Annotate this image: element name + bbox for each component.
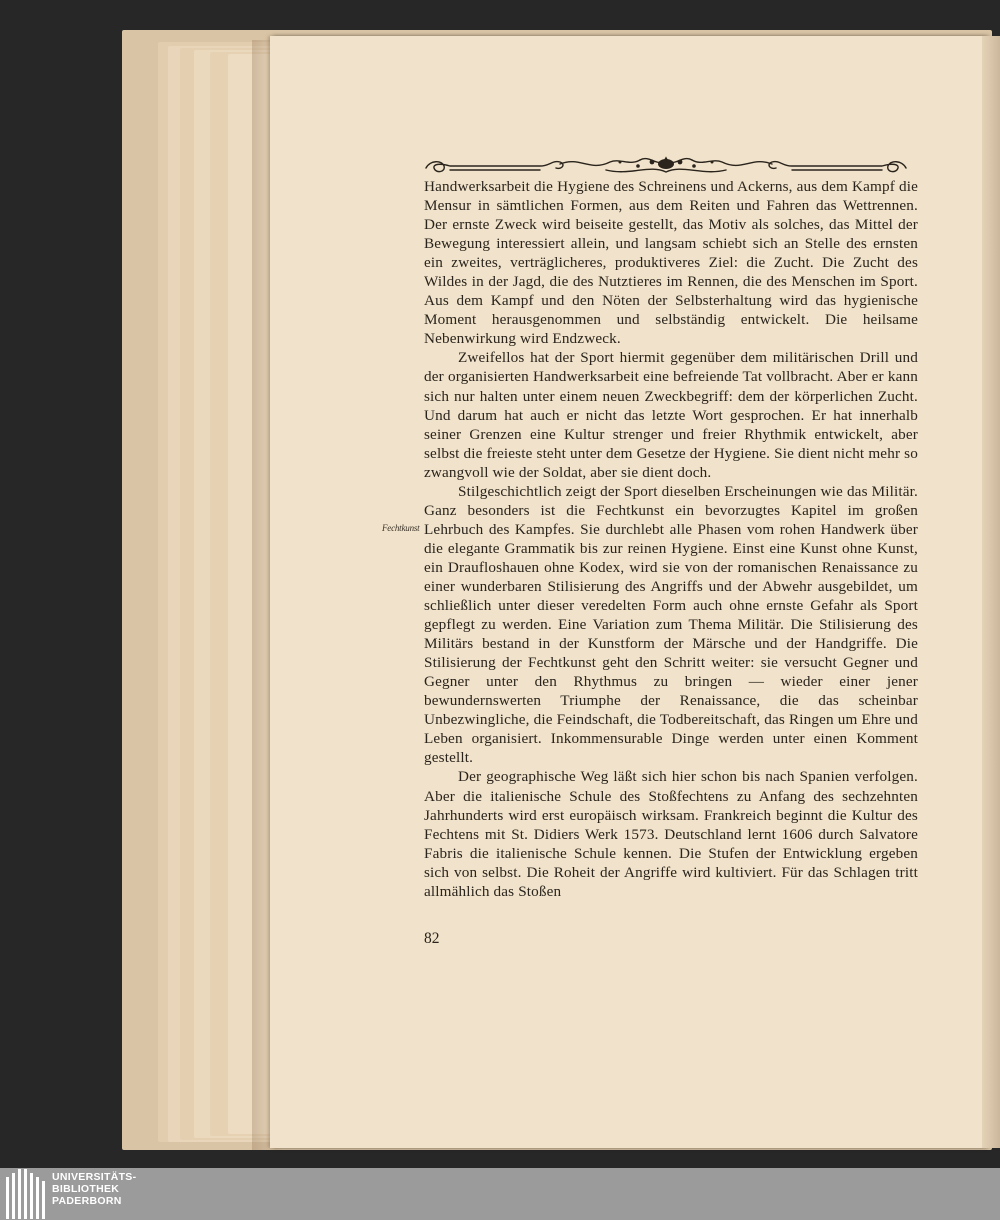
paragraph: Handwerksarbeit die Hygiene des Schreinens und Ackerns, aus dem Kampf die Mensur in sämtlichen Formen, aus dem Reiten und Fahren das Wettrennen. Der ernste Zweck wird beiseite gestellt, das Motiv als solches, das Mittel der Bewegung interessiert allein, und langsam schiebt sich an Stelle des ernsten ein zweites, verträglicheres, produktiveres Ziel: die Zucht. Die Zucht des Wildes in der Jagd, die des Nutztieres im Rennen, die des Menschen im Sport. Aus dem Kampf und den Nöten der Selbsterhaltung wird das hygienische Moment herausgenommen und selbständig entwickelt. Die heilsame Nebenwirkung wird Endzweck.	[424, 178, 918, 348]
library-name-line: UNIVERSITÄTS-	[52, 1171, 137, 1183]
page-right-edge	[982, 36, 1000, 1148]
paragraph: Zweifellos hat der Sport hiermit gegenüber dem militärischen Drill und der organisierten Handwerksarbeit eine befreiende Tat vollbracht. Aber er kann sich nur halten unter einem neuen Zweckbegriff: dem der körperlichen Zucht. Und darum hat auch er nicht das letzte Wort gesprochen. Er hat innerhalb seiner Grenzen eine Kultur strenger und freier Rhythmik entwickelt, aber selbst die freieste steht unter dem Gesetze der Hygiene. Sie dient nicht mehr so zwangvoll wie der Soldat, aber sie dient doch.	[424, 349, 918, 481]
paragraph: Der geographische Weg läßt sich hier schon bis nach Spanien verfolgen. Aber die italienische Schule des Stoßfechtens zu Anfang des sechzehnten Jahrhunderts wird erst europäisch wirksam. Frankreich beginnt die Kultur des Fechtens mit St. Didiers Werk 1573. Deutschland lernt 1606 durch Salvatore Fabris die italienische Schule kennen. Die Stufen der Entwicklung ergeben sich von selbst. Die Roheit der Angriffe wird kultiviert. Für das Schlagen tritt allmählich das Stoßen	[424, 768, 918, 900]
page-number: 82	[424, 930, 440, 947]
library-name-line: BIBLIOTHEK	[52, 1183, 120, 1195]
library-name-line: PADERBORN	[52, 1195, 122, 1207]
library-footer	[0, 1168, 1000, 1220]
library-name	[52, 1171, 136, 1207]
decorative-ornament-icon	[420, 150, 912, 178]
marginal-note: Fechtkunst	[382, 523, 420, 533]
paragraph: Stilgeschichtlich zeigt der Sport dieselben Erscheinungen wie das Militär. Ganz besonders ist die Fechtkunst ein bevorzugtes Kapitel im großen Lehrbuch des Kampfes. Sie durchlebt alle Phasen vom rohen Handwerk über die elegante Grammatik bis zur reinen Hygiene. Einst eine Kunst ohne Kunst, ein Draufloshauen ohne Kodex, wird sie von der romanischen Renaissance zu einer wunderbaren Stilisierung des Angriffs und der Abwehr ausgebildet, um schließlich unter dieser veredelten Form auch ohne ernste Gefahr als Sport gepflegt zu werden. Eine Variation zum Thema Militär. Die Stilisierung des Militärs bestand in der Kunstform der Märsche und der Handgriffe. Die Stilisierung der Fechtkunst geht den Schritt weiter: sie versucht Gegner und Gegner unter den Rhythmus zu bringen — wieder einer jener bewundernswerten Triumphe der Renaissance, die das scheinbar Unbezwingliche, die Feindschaft, die Todbereitschaft, das Ringen um Ehre und Leben organisiert. Inkommensurable Dinge werden unter einen Komment gestellt.	[424, 482, 918, 767]
body-text	[424, 177, 918, 901]
library-logo-icon	[4, 1169, 48, 1219]
